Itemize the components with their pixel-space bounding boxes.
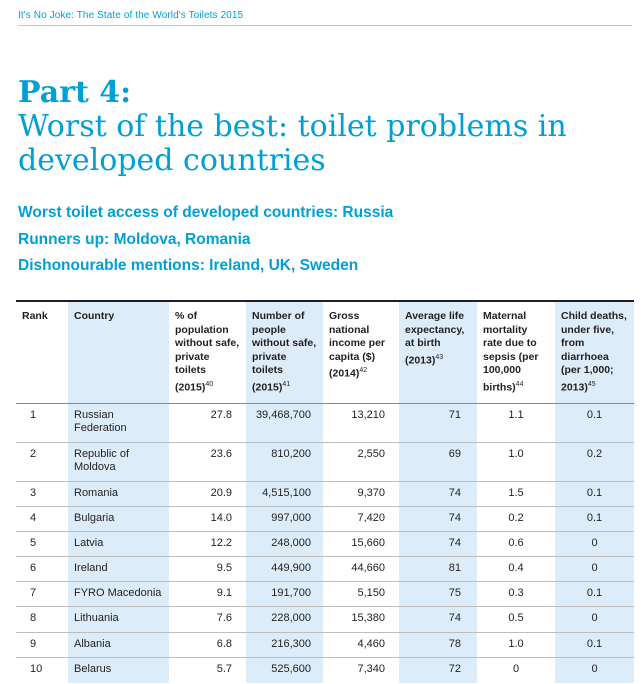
cell-country: Latvia: [68, 531, 169, 556]
cell-child-deaths: 0: [555, 557, 634, 582]
footnote-ref: 43: [435, 353, 444, 361]
cell-rank: 4: [16, 506, 68, 531]
cell-rank: 7: [16, 582, 68, 607]
cell-gni-per-capita: 5,150: [323, 582, 399, 607]
column-header-label: Average life expectancy, at birth (2013): [405, 310, 465, 366]
cell-pct-without-toilets: 5.7: [169, 657, 246, 682]
subhead-runners-up: Runners up: Moldova, Romania: [18, 230, 251, 248]
cell-maternal-mortality: 1.0: [477, 442, 555, 481]
cell-people-without-toilets: 4,515,100: [246, 481, 323, 506]
column-header-label: % of population without safe, private toilets (2015): [175, 310, 240, 393]
toilet-access-table: [16, 302, 634, 683]
column-header-label: Country: [74, 310, 115, 322]
cell-people-without-toilets: 248,000: [246, 531, 323, 556]
column-header-pct-without-toilets: [169, 302, 246, 403]
cell-maternal-mortality: 0.6: [477, 531, 555, 556]
table-row: [16, 481, 634, 506]
column-header-child-deaths: [555, 302, 634, 403]
table-row: [16, 582, 634, 607]
cell-country: Romania: [68, 481, 169, 506]
table-body: [16, 403, 634, 683]
cell-child-deaths: 0: [555, 531, 634, 556]
cell-gni-per-capita: 13,210: [323, 403, 399, 442]
cell-maternal-mortality: 1.5: [477, 481, 555, 506]
footnote-ref: 45: [587, 380, 596, 388]
table-row: [16, 403, 634, 442]
cell-pct-without-toilets: 14.0: [169, 506, 246, 531]
table-row: [16, 607, 634, 632]
cell-life-expectancy: 74: [399, 506, 477, 531]
cell-child-deaths: 0.2: [555, 442, 634, 481]
cell-gni-per-capita: 9,370: [323, 481, 399, 506]
part-heading: [18, 76, 628, 178]
cell-rank: 6: [16, 557, 68, 582]
cell-country: Belarus: [68, 657, 169, 682]
cell-people-without-toilets: 997,000: [246, 506, 323, 531]
running-header: It's No Joke: The State of the World's Toilets 2015: [18, 10, 244, 21]
part-label: Part 4:: [18, 75, 132, 110]
cell-people-without-toilets: 216,300: [246, 632, 323, 657]
table-row: [16, 657, 634, 682]
table-row: [16, 632, 634, 657]
cell-gni-per-capita: 15,380: [323, 607, 399, 632]
cell-pct-without-toilets: 12.2: [169, 531, 246, 556]
cell-life-expectancy: 81: [399, 557, 477, 582]
cell-gni-per-capita: 44,660: [323, 557, 399, 582]
cell-maternal-mortality: 0.3: [477, 582, 555, 607]
cell-rank: 2: [16, 442, 68, 481]
subheads: [18, 200, 628, 280]
cell-rank: 5: [16, 531, 68, 556]
column-header-gni-per-capita: [323, 302, 399, 403]
cell-maternal-mortality: 0.4: [477, 557, 555, 582]
column-header-rank: [16, 302, 68, 403]
cell-rank: 9: [16, 632, 68, 657]
cell-child-deaths: 0.1: [555, 632, 634, 657]
cell-life-expectancy: 74: [399, 607, 477, 632]
cell-child-deaths: 0: [555, 657, 634, 682]
cell-rank: 8: [16, 607, 68, 632]
cell-life-expectancy: 78: [399, 632, 477, 657]
cell-country: Republic of Moldova: [68, 442, 169, 481]
cell-child-deaths: 0: [555, 607, 634, 632]
table-row: [16, 506, 634, 531]
column-header-life-expectancy: [399, 302, 477, 403]
table-row: [16, 442, 634, 481]
cell-country: Bulgaria: [68, 506, 169, 531]
cell-people-without-toilets: 191,700: [246, 582, 323, 607]
cell-life-expectancy: 75: [399, 582, 477, 607]
cell-pct-without-toilets: 27.8: [169, 403, 246, 442]
table-header-row: [16, 302, 634, 403]
cell-pct-without-toilets: 23.6: [169, 442, 246, 481]
cell-gni-per-capita: 2,550: [323, 442, 399, 481]
footnote-ref: 44: [515, 380, 524, 388]
cell-child-deaths: 0.1: [555, 506, 634, 531]
cell-child-deaths: 0.1: [555, 481, 634, 506]
part-title: Worst of the best: toilet problems in developed countries: [18, 109, 567, 178]
cell-people-without-toilets: 228,000: [246, 607, 323, 632]
cell-country: Lithuania: [68, 607, 169, 632]
cell-maternal-mortality: 1.1: [477, 403, 555, 442]
footnote-ref: 41: [282, 380, 291, 388]
cell-life-expectancy: 71: [399, 403, 477, 442]
subhead-dishonourable: Dishonourable mentions: Ireland, UK, Sweden: [18, 257, 359, 274]
cell-rank: 1: [16, 403, 68, 442]
column-header-people-without-toilets: [246, 302, 323, 403]
subhead-worst: Worst toilet access of developed countries: Russia: [18, 204, 394, 221]
cell-life-expectancy: 69: [399, 442, 477, 481]
column-header-maternal-mortality: [477, 302, 555, 403]
column-header-country: [68, 302, 169, 403]
header-rule: [18, 25, 632, 26]
cell-pct-without-toilets: 6.8: [169, 632, 246, 657]
footnote-ref: 40: [205, 380, 214, 388]
cell-people-without-toilets: 810,200: [246, 442, 323, 481]
cell-gni-per-capita: 15,660: [323, 531, 399, 556]
cell-gni-per-capita: 7,340: [323, 657, 399, 682]
cell-country: Ireland: [68, 557, 169, 582]
cell-life-expectancy: 74: [399, 481, 477, 506]
footnote-ref: 42: [359, 367, 368, 374]
cell-child-deaths: 0.1: [555, 403, 634, 442]
cell-rank: 10: [16, 657, 68, 682]
cell-maternal-mortality: 0: [477, 657, 555, 682]
toilet-table-container: [16, 300, 634, 683]
cell-pct-without-toilets: 20.9: [169, 481, 246, 506]
cell-country: Russian Federation: [68, 403, 169, 442]
cell-country: Albania: [68, 632, 169, 657]
column-header-label: Maternal mortality rate due to sepsis (per 100,000 births): [483, 310, 539, 393]
table-row: [16, 557, 634, 582]
cell-people-without-toilets: 525,600: [246, 657, 323, 682]
cell-life-expectancy: 74: [399, 531, 477, 556]
cell-country: FYRO Macedonia: [68, 582, 169, 607]
cell-maternal-mortality: 1.0: [477, 632, 555, 657]
column-header-label: Number of people without safe, private toilets (2015): [252, 310, 317, 393]
cell-pct-without-toilets: 7.6: [169, 607, 246, 632]
table-row: [16, 531, 634, 556]
cell-maternal-mortality: 0.2: [477, 506, 555, 531]
cell-child-deaths: 0.1: [555, 582, 634, 607]
cell-pct-without-toilets: 9.1: [169, 582, 246, 607]
cell-gni-per-capita: 7,420: [323, 506, 399, 531]
cell-pct-without-toilets: 9.5: [169, 557, 246, 582]
column-header-label: Gross national income per capita ($) (2014): [329, 310, 386, 380]
column-header-label: Rank: [22, 310, 48, 322]
cell-people-without-toilets: 39,468,700: [246, 403, 323, 442]
cell-people-without-toilets: 449,900: [246, 557, 323, 582]
cell-rank: 3: [16, 481, 68, 506]
cell-maternal-mortality: 0.5: [477, 607, 555, 632]
cell-gni-per-capita: 4,460: [323, 632, 399, 657]
column-header-label: Child deaths, under five, from diarrhoea (per 1,000; 2013): [561, 310, 627, 393]
cell-life-expectancy: 72: [399, 657, 477, 682]
